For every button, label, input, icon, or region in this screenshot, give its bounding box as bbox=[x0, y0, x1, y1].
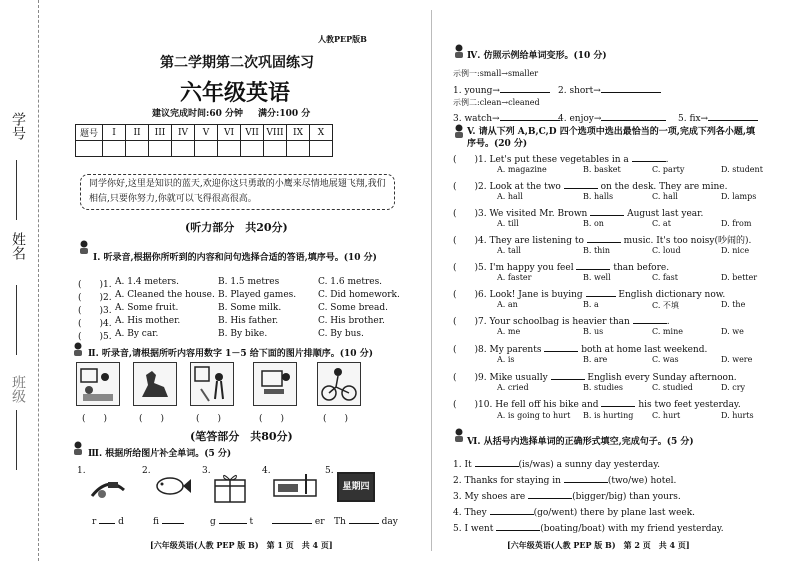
option-b: B. studies bbox=[583, 383, 623, 392]
option-b: B. a bbox=[583, 300, 599, 309]
subject-title: 六年级英语 bbox=[180, 81, 291, 106]
item-number: 3. bbox=[453, 492, 462, 502]
option-a: A. His mother. bbox=[115, 316, 181, 326]
q-number[interactable]: ( )5. bbox=[78, 332, 112, 342]
word-prefix: fi bbox=[153, 517, 160, 527]
option-a: A. Cleaned the house. bbox=[115, 290, 215, 300]
transform-item[interactable] bbox=[678, 111, 758, 124]
margin-name: 姓名 bbox=[10, 232, 26, 260]
option-b: B. basket bbox=[583, 165, 621, 174]
item-number: 2. bbox=[453, 476, 462, 486]
score-col: VIII bbox=[264, 125, 287, 141]
score-cell[interactable] bbox=[310, 141, 333, 157]
student-icon bbox=[453, 428, 465, 442]
section4-title: Ⅳ. 仿照示例给单词变形。(10 分) bbox=[467, 51, 607, 61]
option-d: D. were bbox=[721, 355, 753, 364]
margin-line bbox=[16, 410, 18, 470]
item-word: watch→ bbox=[464, 114, 500, 124]
option-c: C. party bbox=[652, 165, 685, 174]
answer-blank[interactable] bbox=[601, 83, 661, 93]
tv-family-icon bbox=[76, 362, 120, 406]
q-stem: He fell off his bike and bbox=[495, 400, 599, 410]
q-number[interactable]: ( )4. bbox=[453, 236, 487, 246]
q-stem: Look at the two bbox=[489, 182, 561, 192]
binding-line bbox=[38, 0, 39, 561]
fish-icon bbox=[152, 466, 192, 506]
q-end: than before. bbox=[613, 263, 670, 273]
transform-item[interactable] bbox=[558, 83, 661, 96]
sentence-end: (two/we) hotel. bbox=[607, 476, 677, 486]
q-number[interactable]: ( )6. bbox=[453, 290, 487, 300]
sentence-start: They bbox=[464, 508, 487, 518]
sentence-start: My shoes are bbox=[464, 492, 526, 502]
section2-title: Ⅱ. 听录音,请根据所听内容用数字 1－5 给下面的图片排顺序。(10 分) bbox=[88, 349, 373, 359]
picture-number: 3. bbox=[202, 466, 211, 476]
q-stem: We visited Mr. Brown bbox=[489, 209, 588, 219]
option-a: A. hall bbox=[497, 192, 523, 201]
q-number[interactable]: ( )3. bbox=[78, 306, 112, 316]
q-stem: My parents bbox=[489, 345, 542, 355]
sentence-end: (boating/boat) with my friend yesterday. bbox=[540, 524, 724, 534]
mc-question bbox=[453, 152, 669, 165]
option-d: D. hurts bbox=[721, 411, 754, 420]
option-a: A. 1.4 meters. bbox=[115, 277, 179, 287]
margin-student-id: 学号 bbox=[10, 112, 26, 140]
option-c: C. Some bread. bbox=[318, 303, 388, 313]
q-number[interactable]: ( )4. bbox=[78, 319, 112, 329]
cleaner-icon bbox=[272, 470, 318, 502]
option-c: C. mine bbox=[652, 327, 683, 336]
q-end: music. It's too noisy(吵闹的). bbox=[623, 236, 752, 246]
score-col: I bbox=[103, 125, 126, 141]
score-label: 满分:100 分 bbox=[258, 109, 311, 119]
q-stem: They are listening to bbox=[489, 236, 584, 246]
q-blank bbox=[544, 342, 578, 352]
word-prefix: Th bbox=[334, 517, 346, 527]
fill-sentence bbox=[453, 505, 695, 518]
item-number: 3. bbox=[453, 114, 462, 124]
time-label: 建议完成时间:60 分钟 bbox=[152, 109, 243, 119]
student-icon bbox=[453, 44, 465, 58]
margin-line bbox=[16, 285, 18, 355]
picture-number: 4. bbox=[262, 466, 271, 476]
score-cell[interactable] bbox=[172, 141, 195, 157]
option-a: A. me bbox=[497, 327, 521, 336]
page-divider bbox=[431, 10, 432, 551]
item-number: 5. bbox=[453, 524, 462, 534]
q-end: both at home last weekend. bbox=[581, 345, 708, 355]
option-a: A. faster bbox=[497, 273, 532, 282]
sentence-start: Thanks for staying in bbox=[464, 476, 561, 486]
q-stem: Look! Jane is buying bbox=[489, 290, 583, 300]
q-number[interactable]: ( )5. bbox=[453, 263, 487, 273]
score-cell[interactable] bbox=[76, 141, 103, 157]
answer-blank[interactable] bbox=[500, 83, 550, 93]
option-b: B. well bbox=[583, 273, 611, 282]
section5-title-cont: 序号。(20 分) bbox=[467, 139, 528, 149]
cleaning-room-icon bbox=[190, 362, 234, 406]
score-cell[interactable] bbox=[195, 141, 218, 157]
score-cell[interactable] bbox=[241, 141, 264, 157]
order-bracket[interactable]: ( ) bbox=[259, 414, 285, 424]
option-b: B. Played games. bbox=[218, 290, 297, 300]
q-number[interactable]: ( )2. bbox=[453, 182, 487, 192]
score-cell[interactable] bbox=[287, 141, 310, 157]
margin-class: 班级 bbox=[10, 375, 26, 403]
answer-blank[interactable] bbox=[528, 489, 572, 499]
word-prefix: g bbox=[210, 517, 216, 527]
transform-item[interactable] bbox=[558, 111, 666, 124]
picture-number: 5. bbox=[325, 466, 334, 476]
item-word: short→ bbox=[569, 86, 601, 96]
order-bracket[interactable]: ( ) bbox=[196, 414, 222, 424]
q-end: on the desk. They are mine. bbox=[600, 182, 728, 192]
option-c: C. 不填 bbox=[652, 301, 679, 310]
score-cell[interactable] bbox=[218, 141, 241, 157]
option-d: D. the bbox=[721, 300, 746, 309]
option-d: D. from bbox=[721, 219, 752, 228]
answer-blank[interactable] bbox=[490, 505, 534, 515]
student-icon bbox=[78, 240, 90, 254]
option-b: B. His father. bbox=[218, 316, 279, 326]
answer-blank[interactable] bbox=[496, 521, 540, 531]
page-footer: [六年级英语(人教 PEP 版 B) 第 1 页 共 4 页] bbox=[150, 540, 333, 550]
score-col: II bbox=[126, 125, 149, 141]
q-number[interactable]: ( )8. bbox=[453, 345, 487, 355]
option-c: C. 1.6 metres. bbox=[318, 277, 383, 287]
q-blank bbox=[590, 206, 624, 216]
dinosaur-icon bbox=[133, 362, 177, 406]
sentence-end: (go/went) there by plane last week. bbox=[533, 508, 696, 518]
option-d: D. cry bbox=[721, 383, 746, 392]
right-page bbox=[435, 0, 794, 561]
score-col: V bbox=[195, 125, 218, 141]
option-d: D. better bbox=[721, 273, 758, 282]
order-bracket[interactable]: ( ) bbox=[139, 414, 165, 424]
section3-title: Ⅲ. 根据所给图片补全单词。(5 分) bbox=[88, 449, 232, 459]
option-b: B. 1.5 metres bbox=[218, 277, 280, 287]
q-end: . bbox=[665, 155, 669, 165]
option-c: C. By bus. bbox=[318, 329, 364, 339]
score-col: IX bbox=[287, 125, 310, 141]
q-number[interactable]: ( )1. bbox=[78, 280, 112, 290]
mc-question bbox=[453, 314, 670, 327]
order-bracket[interactable]: ( ) bbox=[323, 414, 349, 424]
word-blank[interactable] bbox=[349, 514, 379, 524]
score-col: X bbox=[310, 125, 333, 141]
listening-header: (听力部分 共20分) bbox=[185, 221, 288, 234]
q-blank bbox=[564, 179, 598, 189]
item-number: 5. bbox=[678, 114, 687, 124]
score-cell[interactable] bbox=[126, 141, 149, 157]
transform-item[interactable] bbox=[453, 111, 560, 124]
mc-question bbox=[453, 233, 751, 246]
option-b: B. By bike. bbox=[218, 329, 268, 339]
answer-blank[interactable] bbox=[500, 111, 560, 121]
word-suffix: er bbox=[314, 517, 325, 527]
option-b: B. is hurting bbox=[583, 411, 634, 420]
q-blank bbox=[601, 397, 635, 407]
option-c: C. hurt bbox=[652, 411, 681, 420]
item-number: 2. bbox=[558, 86, 567, 96]
item-word: fix→ bbox=[689, 114, 709, 124]
option-d: D. lamps bbox=[721, 192, 757, 201]
option-a: A. cried bbox=[497, 383, 529, 392]
option-d: D. student bbox=[721, 165, 763, 174]
item-number: 4. bbox=[453, 508, 462, 518]
word-suffix: day bbox=[381, 517, 398, 527]
word-blank[interactable] bbox=[162, 514, 184, 524]
q-number[interactable]: ( )3. bbox=[453, 209, 487, 219]
encouragement-notice: 同学你好,这里是知识的蓝天,欢迎你这只勇敢的小鹰来尽情地展翅飞翔,我们相信,只要你努力,你就可以飞得很高很高。 bbox=[80, 174, 395, 210]
item-word: young→ bbox=[464, 86, 500, 96]
word-fill[interactable] bbox=[272, 514, 325, 527]
q-blank bbox=[551, 370, 585, 380]
option-a: A. magazine bbox=[497, 165, 547, 174]
score-table-header: 题号 bbox=[76, 125, 103, 141]
mc-question bbox=[453, 260, 669, 273]
student-icon bbox=[453, 124, 465, 138]
calendar-thursday: 星期四 bbox=[337, 472, 375, 502]
section6-title: Ⅵ. 从括号内选择单词的正确形式填空,完成句子。(5 分) bbox=[467, 437, 694, 447]
q-number[interactable]: ( )7. bbox=[453, 317, 487, 327]
q-stem: I'm happy you feel bbox=[489, 263, 574, 273]
student-icon bbox=[72, 441, 84, 455]
section1-title: Ⅰ. 听录音,根据你所听到的内容和问句选择合适的答语,填序号。(10 分) bbox=[93, 253, 377, 263]
item-number: 1. bbox=[453, 86, 462, 96]
option-c: C. was bbox=[652, 355, 679, 364]
road-icon bbox=[88, 466, 128, 506]
page-footer: [六年级英语(人教 PEP 版 B) 第 2 页 共 4 页] bbox=[507, 540, 690, 550]
sentence-start: It bbox=[464, 460, 472, 470]
sentence-end: (bigger/big) than yours. bbox=[572, 492, 681, 502]
score-col: III bbox=[149, 125, 172, 141]
option-a: A. is going to hurt bbox=[497, 411, 571, 420]
sentence-end: (is/was) a sunny day yesterday. bbox=[518, 460, 661, 470]
mc-question bbox=[453, 370, 737, 383]
computer-icon bbox=[253, 362, 297, 406]
edition-label: 人教PEP版B bbox=[318, 34, 367, 44]
option-c: C. studied bbox=[652, 383, 693, 392]
option-b: B. Some milk. bbox=[218, 303, 282, 313]
word-fill[interactable] bbox=[92, 514, 124, 527]
margin-line bbox=[16, 160, 18, 220]
q-number[interactable]: ( )2. bbox=[78, 293, 112, 303]
mc-question bbox=[453, 206, 703, 219]
score-table bbox=[75, 124, 333, 157]
answer-blank[interactable] bbox=[601, 111, 666, 121]
q-blank bbox=[586, 287, 616, 297]
mc-question bbox=[453, 397, 741, 410]
student-icon bbox=[72, 342, 84, 356]
word-blank[interactable] bbox=[272, 514, 312, 524]
option-b: B. are bbox=[583, 355, 608, 364]
q-end: his two feet yesterday. bbox=[638, 400, 741, 410]
option-a: A. By car. bbox=[115, 329, 159, 339]
picture-number: 2. bbox=[142, 466, 151, 476]
option-c: C. loud bbox=[652, 246, 681, 255]
answer-blank[interactable] bbox=[564, 473, 608, 483]
fill-sentence bbox=[453, 457, 660, 470]
option-a: A. till bbox=[497, 219, 519, 228]
picture-number: 1. bbox=[77, 466, 86, 476]
score-col: VII bbox=[241, 125, 264, 141]
q-blank bbox=[587, 233, 621, 243]
item-number: 1. bbox=[453, 460, 462, 470]
option-a: A. is bbox=[497, 355, 515, 364]
q-blank bbox=[632, 152, 666, 162]
q-end: August last year. bbox=[627, 209, 704, 219]
word-fill[interactable] bbox=[210, 514, 253, 527]
q-number[interactable]: ( )10. bbox=[453, 400, 493, 410]
option-b: B. thin bbox=[583, 246, 611, 255]
answer-blank[interactable] bbox=[475, 457, 519, 467]
mc-question bbox=[453, 342, 707, 355]
option-d: D. nice bbox=[721, 246, 750, 255]
word-suffix: d bbox=[118, 517, 124, 527]
answer-blank[interactable] bbox=[708, 111, 758, 121]
word-fill[interactable] bbox=[153, 514, 184, 527]
score-col: VI bbox=[218, 125, 241, 141]
option-b: B. halls bbox=[583, 192, 614, 201]
transform-item[interactable] bbox=[453, 83, 550, 96]
option-b: B. on bbox=[583, 219, 604, 228]
word-blank[interactable] bbox=[99, 514, 115, 524]
option-b: B. us bbox=[583, 327, 604, 336]
option-a: A. Some fruit. bbox=[115, 303, 179, 313]
q-number[interactable]: ( )9. bbox=[453, 373, 487, 383]
word-fill[interactable] bbox=[334, 514, 398, 527]
fill-sentence bbox=[453, 473, 676, 486]
option-c: C. at bbox=[652, 219, 671, 228]
score-col: IV bbox=[172, 125, 195, 141]
q-end: English dictionary now. bbox=[618, 290, 726, 300]
item-word: enjoy→ bbox=[569, 114, 602, 124]
order-bracket[interactable]: ( ) bbox=[82, 414, 108, 424]
writing-header: (笔答部分 共80分) bbox=[190, 430, 293, 443]
score-cell[interactable] bbox=[149, 141, 172, 157]
score-cell[interactable] bbox=[264, 141, 287, 157]
gift-icon bbox=[212, 470, 248, 504]
cycling-icon bbox=[317, 362, 361, 406]
q-number[interactable]: ( )1. bbox=[453, 155, 487, 165]
q-stem: Mike usually bbox=[489, 373, 548, 383]
sentence-start: I went bbox=[464, 524, 494, 534]
q-blank bbox=[633, 314, 667, 324]
q-blank bbox=[576, 260, 610, 270]
score-cell[interactable] bbox=[103, 141, 126, 157]
fill-sentence bbox=[453, 489, 681, 502]
q-end: . bbox=[666, 317, 670, 327]
fill-sentence bbox=[453, 521, 724, 534]
word-suffix: t bbox=[249, 517, 254, 527]
section5-title: V. 请从下列 A,B,C,D 四个选项中选出最恰当的一项,完成下列各小题,填 bbox=[467, 127, 756, 137]
q-stem: Your schoolbag is heavier than bbox=[489, 317, 630, 327]
option-d: D. we bbox=[721, 327, 744, 336]
q-stem: Let's put these vegetables in a bbox=[489, 155, 629, 165]
option-c: C. hall bbox=[652, 192, 678, 201]
exam-title: 第二学期第二次巩固练习 bbox=[160, 55, 314, 71]
option-c: C. Did homework. bbox=[318, 290, 400, 300]
option-a: A. an bbox=[497, 300, 518, 309]
option-c: C. fast bbox=[652, 273, 678, 282]
word-prefix: r bbox=[92, 517, 97, 527]
mc-question bbox=[453, 179, 727, 192]
option-c: C. His brother. bbox=[318, 316, 385, 326]
option-a: A. tall bbox=[497, 246, 521, 255]
example-2: 示例二:clean→cleaned bbox=[453, 98, 540, 107]
example-1: 示例一:small→smaller bbox=[453, 69, 539, 78]
q-end: English every Sunday afternoon. bbox=[587, 373, 737, 383]
item-number: 4. bbox=[558, 114, 567, 124]
mc-question bbox=[453, 287, 725, 300]
word-blank[interactable] bbox=[219, 514, 247, 524]
